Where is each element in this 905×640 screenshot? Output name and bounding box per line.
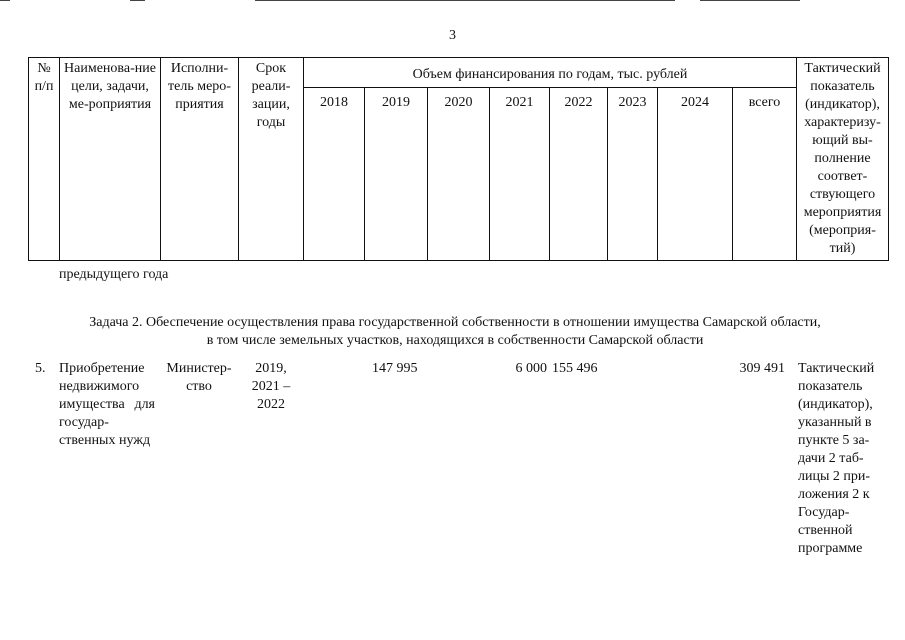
header-year: 2022 (550, 88, 608, 261)
header-year: 2024 (658, 88, 733, 261)
task-title-line: в том числе земельных участков, находящихся в собственности Самарской области (206, 333, 704, 348)
page-number: 3 (449, 28, 456, 43)
header-year-total: всего (733, 88, 797, 261)
row-value-total: 309 491 (739, 361, 785, 376)
header-name: Наименова-ние цели, задачи, ме-роприятия (60, 58, 161, 261)
header-num: № п/п (29, 58, 60, 261)
row-num: 5. (35, 361, 46, 376)
row-term: 2019, 2021 – 2022 (251, 361, 291, 412)
top-edge-line (0, 0, 10, 1)
header-year: 2023 (608, 88, 658, 261)
header-term: Срок реали-зации, годы (239, 58, 304, 261)
header-year: 2020 (428, 88, 490, 261)
header-year: 2021 (490, 88, 550, 261)
header-year: 2019 (365, 88, 428, 261)
top-edge-line (700, 0, 800, 1)
task-title-line: Задача 2. Обеспечение осуществления права государственной собственности в отношении имущества Самарской области, (89, 315, 821, 330)
header-indicator: Тактический показатель (индикатор), характеризу-ющий вы-полнение соответ-ствующего мероприятия (мероприя-тий) (797, 58, 889, 261)
row-value-2022: 155 496 (552, 361, 598, 376)
header-executor: Исполни-тель меро-приятия (161, 58, 239, 261)
carry-over-text: предыдущего года (59, 267, 169, 282)
top-edge-line (255, 0, 675, 1)
header-amount: Объем финансирования по годам, тыс. рублей (304, 58, 797, 88)
row-value-2019: 147 995 (372, 361, 418, 376)
top-edge-line (130, 0, 145, 1)
row-name: Приобретение недвижимого имущества для государ-ственных нужд (59, 361, 155, 448)
row-executor: Министер-ство (166, 361, 232, 394)
table-header (28, 57, 889, 261)
task-title (60, 314, 850, 350)
row-indicator: Тактический показатель (индикатор), указанный в пункте 5 за-дачи 2 таб-лицы 2 при-ложения 2 к Государ-ственной программе (798, 361, 875, 556)
row-value-2021: 6 000 (515, 361, 547, 376)
header-year: 2018 (304, 88, 365, 261)
